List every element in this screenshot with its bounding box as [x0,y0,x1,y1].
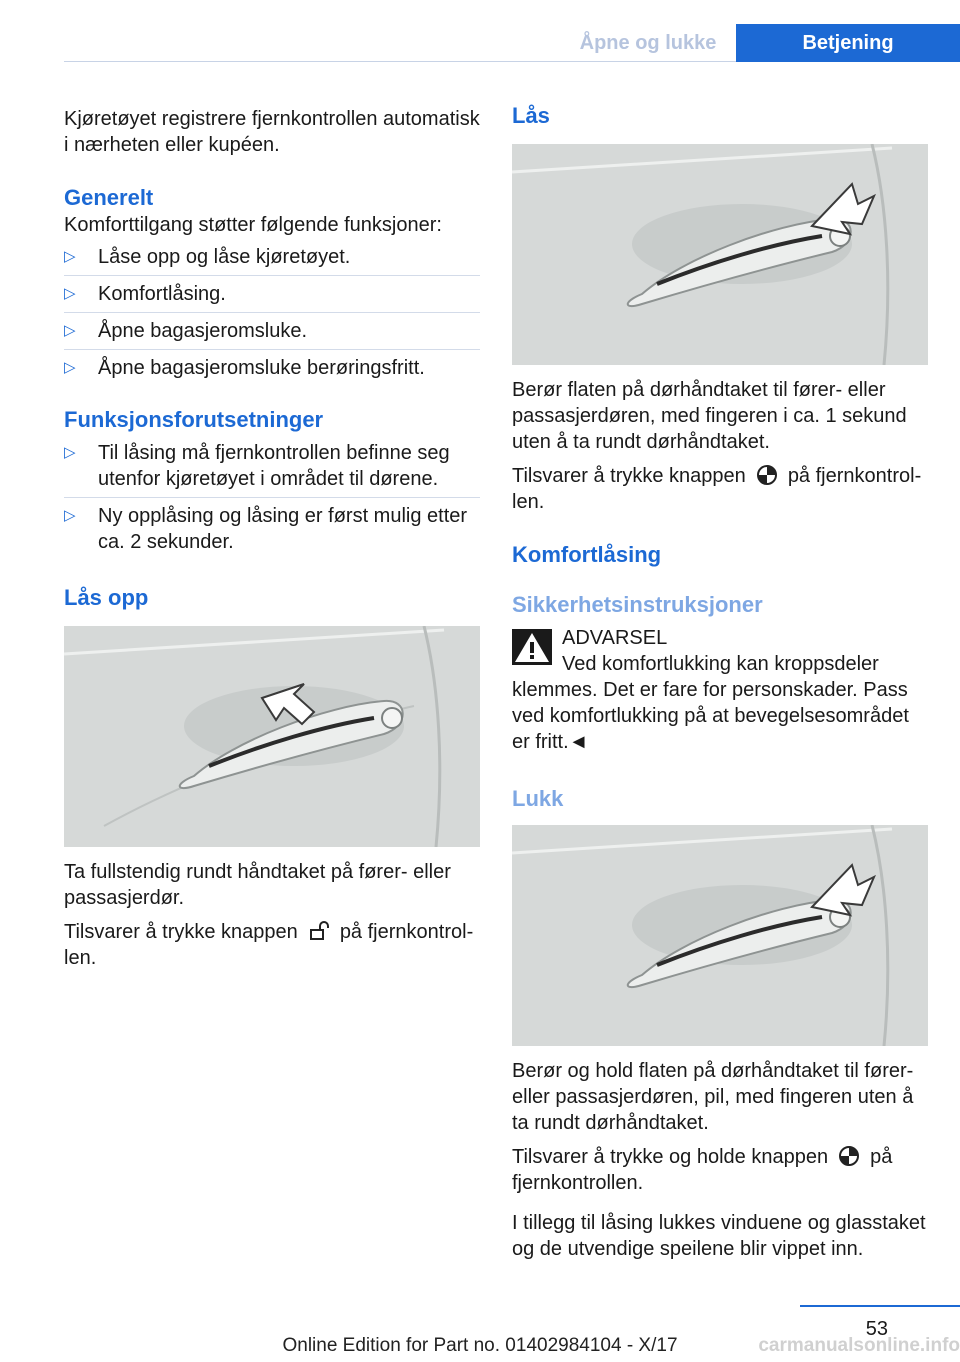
triangle-bullet-icon: ▷ [64,507,76,524]
lock-bmw-icon [756,464,778,486]
forutsetninger-list [64,440,480,560]
lukk-text: Berør og hold flaten på dørhåndtaket til fører- eller passasjerdøren, pil, med fingeren uten å ta rundt dørhåndtaket. [512,1060,914,1134]
intro-text: Kjøretøyet registrere fjernkontrollen automatisk i nærheten eller kupéen. [64,108,480,156]
las-opp-equivalent: Tilsvarer å trykke knappen på fjernkontrollen. [64,921,474,969]
door-handle-unlock-figure [64,626,480,847]
generelt-list [64,244,480,386]
door-handle-close-figure [512,825,928,1046]
list-item: ▷ Til låsing må fjernkontrollen befinne seg utenfor kjøretøyet i området til dørene. [64,440,480,498]
unlock-icon [308,920,330,942]
warning-block [512,625,928,755]
heading-sikkerhetsinstruksjoner: Sikkerhetsinstruksjoner [512,592,763,617]
heading-komfortlasing: Komfortlåsing [512,542,662,567]
warning-title: ADVARSEL [562,627,668,649]
list-item: ▷ Låse opp og låse kjøretøyet. [64,244,480,276]
lock-bmw-icon [838,1145,860,1167]
las-equivalent: Tilsvarer å trykke knappen på fjernkontrollen. [512,465,922,513]
list-item: ▷ Åpne bagasjeromsluke. [64,318,480,350]
list-item: ▷ Ny opplåsing og låsing er først mulig etter ca. 2 sekunder. [64,505,468,553]
heading-las: Lås [512,103,550,128]
las-text: Berør flaten på dørhåndtaket til fører- eller passasjerdøren, med fingeren i ca. 1 sekund uten å ta rundt dørhåndtaket. [512,379,907,453]
triangle-bullet-icon: ▷ [64,248,76,265]
list-item: ▷ Åpne bagasjeromsluke berøringsfritt. [64,357,425,379]
left-column [64,100,480,971]
right-column [512,100,928,1262]
door-handle-lock-figure [512,144,928,365]
heading-lukk: Lukk [512,786,564,811]
list-item: ▷ Komfortlåsing. [64,281,480,313]
triangle-bullet-icon: ▷ [64,322,76,339]
generelt-text: Komforttilgang støtter følgende funksjoner: [64,214,442,236]
chapter-tab: Betjening [736,24,960,62]
edition-text: Online Edition for Part no. 01402984104 - X/17 [282,1335,678,1356]
warning-text: Ved komfortlukking kan kroppsdeler klemmes. Det er fare for personskader. Pass ved komfortlukking på at bevegelsesområdet er fritt.◄ [512,653,909,753]
triangle-bullet-icon: ▷ [64,285,76,302]
lukk-equivalent: Tilsvarer å trykke og holde knappen på fjernkontrollen. [512,1146,893,1194]
heading-generelt: Generelt [64,185,154,210]
triangle-bullet-icon: ▷ [64,444,76,461]
watermark: carmanualsonline.info [758,1335,960,1356]
lukk-additional-text: I tillegg til låsing lukkes vinduene og glasstaket og de utvendige speilene blir vippet inn. [512,1212,926,1260]
section-tab: Åpne og lukke [579,32,717,54]
heading-funksjonsforutsetninger: Funksjonsforutsetninger [64,407,324,432]
las-opp-text: Ta fullstendig rundt håndtaket på fører- eller passasjerdør. [64,861,451,909]
warning-triangle-icon [512,629,552,665]
heading-las-opp: Lås opp [64,585,149,610]
triangle-bullet-icon: ▷ [64,359,76,376]
page-number: 53 [865,1318,888,1340]
footer-rule [800,1305,960,1307]
